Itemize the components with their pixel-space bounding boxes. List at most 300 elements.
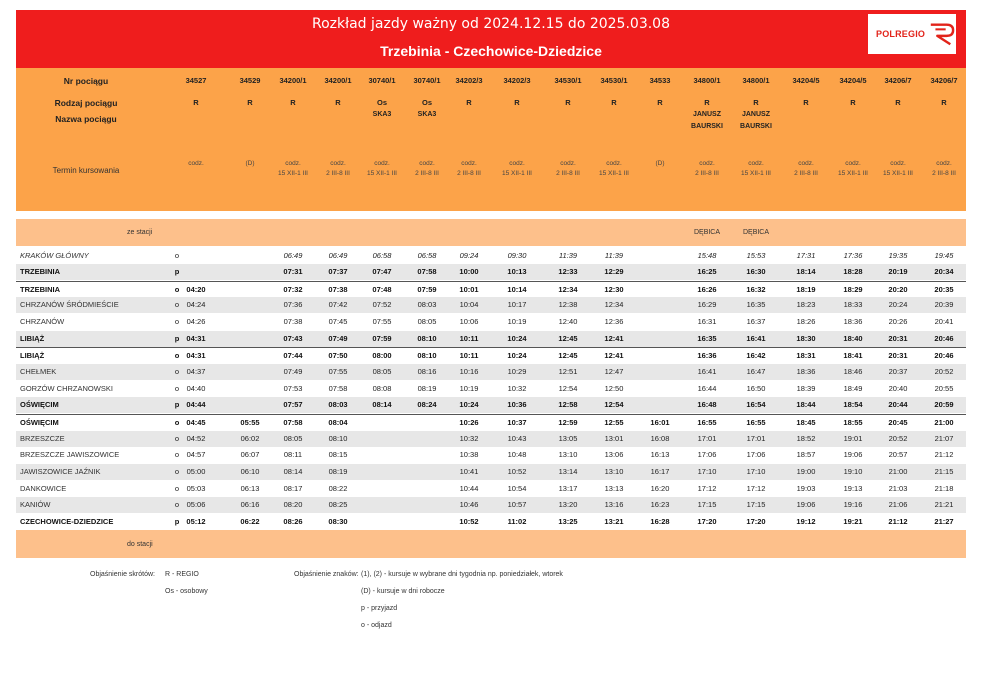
time-cell: 13:06 [604,450,624,459]
time-cell: 10:43 [507,434,527,443]
train-schedule: codz. 2 III-8 III [457,160,481,177]
time-cell: 16:42 [746,351,766,360]
legend-abbr-r: R - REGIO [165,571,199,578]
train-type: R [895,98,901,107]
train-number: 34206/7 [930,76,958,85]
table-row [16,331,966,347]
time-cell: 19:01 [843,434,863,443]
time-cell: 17:20 [746,517,766,526]
time-cell: 18:28 [843,267,863,276]
time-cell: 16:25 [697,267,717,276]
arrival-departure-flag: p [174,517,180,526]
table-row [16,464,966,480]
time-cell: 18:33 [843,300,863,309]
time-cell: 11:39 [604,251,624,260]
time-cell: 18:44 [796,400,816,409]
time-cell: 08:05 [372,367,392,376]
train-schedule: codz. 2 III-8 III [556,160,580,177]
time-cell: 06:49 [283,251,303,260]
train-number: 30740/1 [413,76,441,85]
train-schedule: codz. 15 XII-1 III [278,160,308,177]
table-row [16,281,966,297]
station-name: TRZEBINIA [20,285,60,294]
time-cell: 05:12 [186,517,206,526]
time-cell: 10:24 [507,351,527,360]
arrival-departure-flag: o [174,317,180,326]
route-title: Trzebinia - Czechowice-Dziedzice [380,43,602,59]
time-cell: 08:19 [417,384,437,393]
train-schedule: codz. 15 XII-1 III [741,160,771,177]
time-cell: 10:52 [459,517,479,526]
time-cell: 19:10 [843,467,863,476]
table-row [16,431,966,447]
train-type: R [704,98,710,107]
time-cell: 05:06 [186,500,206,509]
time-cell: 16:31 [697,317,717,326]
train-number: 34530/1 [600,76,628,85]
header-train-name-label: Nazwa pociągu [55,114,117,124]
time-cell: 20:24 [888,300,908,309]
time-cell: 10:57 [507,500,527,509]
time-cell: 08:14 [372,400,392,409]
time-cell: 12:30 [604,285,624,294]
time-cell: 12:36 [604,317,624,326]
train-number: 34206/7 [884,76,912,85]
time-cell: 05:03 [186,484,206,493]
time-cell: 18:54 [843,400,863,409]
time-cell: 15:48 [697,251,717,260]
time-cell: 10:01 [459,285,479,294]
station-name: BRZESZCZE JAWISZOWICE [20,450,120,459]
train-schedule: codz. [188,160,204,167]
time-cell: 04:31 [186,351,206,360]
time-cell: 18:29 [843,285,863,294]
arrival-departure-flag: o [174,300,180,309]
time-cell: 07:31 [283,267,303,276]
time-cell: 17:20 [697,517,717,526]
header-train-no-label: Nr pociągu [63,76,109,86]
time-cell: 20:52 [888,434,908,443]
origin-station: DĘBICA [742,229,770,236]
time-cell: 18:31 [796,351,816,360]
time-cell: 04:24 [186,300,206,309]
time-cell: 17:10 [697,467,717,476]
arrival-departure-flag: o [174,500,180,509]
time-cell: 08:10 [417,351,437,360]
time-cell: 16:20 [650,484,670,493]
time-cell: 13:20 [558,500,578,509]
time-cell: 07:48 [372,285,392,294]
time-cell: 10:11 [459,334,479,343]
time-cell: 07:37 [328,267,348,276]
legend-abbr-os: Os - osobowy [165,588,208,595]
time-cell: 16:23 [650,500,670,509]
time-cell: 11:39 [558,251,578,260]
from-station-band [16,219,966,246]
time-cell: 18:19 [796,285,816,294]
time-cell: 12:29 [604,267,624,276]
time-cell: 07:52 [372,300,392,309]
train-number: 30740/1 [368,76,396,85]
time-cell: 10:41 [459,467,479,476]
time-cell: 10:29 [507,367,527,376]
time-cell: 21:07 [934,434,954,443]
time-cell: 07:59 [417,285,437,294]
time-cell: 20:39 [934,300,954,309]
table-row [16,364,966,380]
time-cell: 19:21 [843,517,863,526]
train-schedule: codz. 15 XII-1 III [838,160,868,177]
time-cell: 16:48 [697,400,717,409]
train-schedule: codz. 2 III-8 III [326,160,350,177]
time-cell: 12:55 [604,418,624,427]
time-cell: 07:50 [328,351,348,360]
time-cell: 10:46 [459,500,479,509]
train-number: 34530/1 [554,76,582,85]
time-cell: 12:59 [558,418,578,427]
time-cell: 13:17 [558,484,578,493]
train-number: 34202/3 [455,76,483,85]
time-cell: 04:52 [186,434,206,443]
time-cell: 16:32 [746,285,766,294]
time-cell: 11:02 [507,517,527,526]
time-cell: 20:31 [888,334,908,343]
time-cell: 04:44 [186,400,206,409]
header-schedule-label: Termin kursowania [52,166,120,175]
time-cell: 20:31 [888,351,908,360]
train-schedule: (D) [655,160,665,167]
time-cell: 21:00 [934,418,954,427]
time-cell: 19:12 [796,517,816,526]
time-cell: 17:15 [697,500,717,509]
time-cell: 08:00 [372,351,392,360]
time-cell: 21:00 [888,467,908,476]
time-cell: 08:04 [328,418,348,427]
time-cell: 13:21 [604,517,624,526]
time-cell: 17:10 [746,467,766,476]
train-schedule: codz. 2 III-8 III [932,160,956,177]
station-name: BRZESZCZE [20,434,65,443]
time-cell: 16:41 [697,367,717,376]
time-cell: 20:45 [888,418,908,427]
train-number: 34200/1 [324,76,352,85]
header-train-type-label: Rodzaj pociągu [54,98,118,108]
time-cell: 07:58 [283,418,303,427]
table-row [16,347,966,363]
station-name: GORZÓW CHRZANOWSKI [20,384,113,393]
time-cell: 10:17 [507,300,527,309]
train-name: SKA3 [417,111,437,118]
time-cell: 10:16 [459,367,479,376]
train-header [16,68,966,211]
time-cell: 16:29 [697,300,717,309]
station-name: KANIÓW [20,500,51,509]
time-cell: 07:44 [283,351,303,360]
time-cell: 04:37 [186,367,206,376]
time-cell: 13:16 [604,500,624,509]
time-cell: 16:41 [746,334,766,343]
train-number: 34200/1 [279,76,307,85]
arrival-departure-flag: o [174,285,180,294]
time-cell: 20:55 [934,384,954,393]
timetable-banner [16,10,966,68]
arrival-departure-flag: o [174,351,180,360]
table-row [16,264,966,280]
time-cell: 18:55 [843,418,863,427]
time-cell: 18:40 [843,334,863,343]
train-type: R [335,98,341,107]
station-name: JAWISZOWICE JAŹNIK [20,467,101,476]
time-cell: 16:54 [746,400,766,409]
train-schedule: codz. 15 XII-1 III [367,160,397,177]
time-cell: 12:50 [604,384,624,393]
time-cell: 20:59 [934,400,954,409]
time-cell: 21:15 [934,467,954,476]
time-cell: 10:37 [507,418,527,427]
time-cell: 20:44 [888,400,908,409]
time-cell: 16:17 [650,467,670,476]
table-row [16,481,966,497]
time-cell: 12:38 [558,300,578,309]
arrival-departure-flag: p [174,267,180,276]
time-cell: 07:55 [328,367,348,376]
train-schedule: codz. 15 XII-1 III [502,160,532,177]
time-cell: 15:53 [746,251,766,260]
time-cell: 16:55 [697,418,717,427]
time-cell: 20:41 [934,317,954,326]
time-cell: 10:36 [507,400,527,409]
time-cell: 18:30 [796,334,816,343]
station-name: KRAKÓW GŁÓWNY [20,251,89,260]
time-cell: 19:06 [796,500,816,509]
table-row [16,297,966,313]
time-cell: 07:38 [328,285,348,294]
time-cell: 08:15 [328,450,348,459]
train-type: R [657,98,663,107]
station-name: CZECHOWICE-DZIEDZICE [20,517,114,526]
time-cell: 06:58 [417,251,437,260]
time-cell: 07:58 [417,267,437,276]
time-cell: 20:34 [934,267,954,276]
time-cell: 20:46 [934,334,954,343]
table-row [16,314,966,330]
time-cell: 10:00 [459,267,479,276]
time-cell: 13:01 [604,434,624,443]
table-row [16,414,966,430]
time-cell: 07:55 [372,317,392,326]
time-cell: 12:54 [604,400,624,409]
time-cell: 10:54 [507,484,527,493]
time-cell: 13:25 [558,517,578,526]
time-cell: 06:58 [372,251,392,260]
time-cell: 16:55 [746,418,766,427]
train-number: 34527 [185,76,207,85]
time-cell: 10:44 [459,484,479,493]
time-cell: 06:02 [240,434,260,443]
time-cell: 10:19 [507,317,527,326]
time-cell: 04:57 [186,450,206,459]
table-row [16,248,966,264]
time-cell: 10:32 [459,434,479,443]
time-cell: 08:16 [417,367,437,376]
time-cell: 21:12 [888,517,908,526]
time-cell: 13:05 [558,434,578,443]
table-row [16,381,966,397]
time-cell: 18:45 [796,418,816,427]
train-schedule: codz. 15 XII-1 III [599,160,629,177]
time-cell: 17:01 [746,434,766,443]
time-cell: 17:15 [746,500,766,509]
time-cell: 20:57 [888,450,908,459]
validity-title: Rozkład jazdy ważny od 2024.12.15 do 2025.03.08 [311,16,670,32]
train-number: 34204/5 [792,76,820,85]
to-station-label: do stacji [127,541,153,548]
legend-abbr-title: Objaśnienie skrótów: [90,571,155,578]
time-cell: 16:13 [650,450,670,459]
arrival-departure-flag: o [174,251,180,260]
time-cell: 10:19 [459,384,479,393]
time-cell: 08:10 [328,434,348,443]
time-cell: 18:41 [843,351,863,360]
time-cell: 16:50 [746,384,766,393]
time-cell: 19:16 [843,500,863,509]
time-cell: 08:19 [328,467,348,476]
time-cell: 13:14 [558,467,578,476]
legend-sym-3: p - przyjazd [361,605,398,612]
train-type: R [565,98,571,107]
time-cell: 07:58 [328,384,348,393]
time-cell: 12:40 [558,317,578,326]
time-cell: 18:49 [843,384,863,393]
time-cell: 07:49 [283,367,303,376]
time-cell: 08:14 [283,467,303,476]
time-cell: 10:26 [459,418,479,427]
time-cell: 17:06 [746,450,766,459]
time-cell: 10:38 [459,450,479,459]
time-cell: 20:20 [888,285,908,294]
time-cell: 06:16 [240,500,260,509]
time-cell: 08:22 [328,484,348,493]
time-cell: 07:47 [372,267,392,276]
time-cell: 08:11 [283,450,303,459]
time-cell: 08:10 [417,334,437,343]
time-cell: 04:40 [186,384,206,393]
time-cell: 18:14 [796,267,816,276]
time-cell: 04:31 [186,334,206,343]
time-cell: 18:36 [796,367,816,376]
arrival-departure-flag: p [174,400,180,409]
time-cell: 20:46 [934,351,954,360]
time-cell: 10:11 [459,351,479,360]
time-cell: 07:57 [283,400,303,409]
time-cell: 13:13 [604,484,624,493]
time-cell: 06:13 [240,484,260,493]
time-cell: 09:24 [459,251,479,260]
time-cell: 16:35 [746,300,766,309]
time-cell: 07:45 [328,317,348,326]
time-cell: 12:41 [604,334,624,343]
time-cell: 13:10 [558,450,578,459]
time-cell: 16:08 [650,434,670,443]
time-cell: 21:21 [934,500,954,509]
time-cell: 10:24 [459,400,479,409]
train-type: R [941,98,947,107]
train-schedule: (D) [245,160,255,167]
time-cell: 17:12 [746,484,766,493]
time-cell: 17:06 [697,450,717,459]
time-cell: 20:26 [888,317,908,326]
time-cell: 12:34 [604,300,624,309]
legend-sym-title: Objaśnienie znaków: [294,571,359,578]
time-cell: 17:12 [697,484,717,493]
time-cell: 08:17 [283,484,303,493]
time-cell: 08:08 [372,384,392,393]
station-name: LIBIĄŻ [20,351,45,360]
time-cell: 12:58 [558,400,578,409]
time-cell: 10:04 [459,300,479,309]
time-cell: 16:35 [697,334,717,343]
logo-text: POLREGIO [876,29,926,39]
time-cell: 16:44 [697,384,717,393]
train-number: 34202/3 [503,76,531,85]
train-type: R [803,98,809,107]
legend-sym-4: o - odjazd [361,622,392,629]
train-type: Os [421,98,432,107]
time-cell: 07:53 [283,384,303,393]
time-cell: 08:25 [328,500,348,509]
polregio-mark-icon [928,21,956,47]
time-cell: 17:31 [796,251,816,260]
table-row [16,514,966,530]
time-cell: 16:28 [650,517,670,526]
train-schedule: codz. 2 III-8 III [415,160,439,177]
time-cell: 08:26 [283,517,303,526]
arrival-departure-flag: o [174,434,180,443]
time-cell: 09:30 [507,251,527,260]
time-cell: 08:03 [328,400,348,409]
time-cell: 07:43 [283,334,303,343]
legend-sym-1: (1), (2) - kursuje w wybrane dni tygodnia np. poniedziałek, wtorek [361,571,563,578]
time-cell: 20:40 [888,384,908,393]
time-cell: 21:12 [934,450,954,459]
train-number: 34533 [649,76,671,85]
train-type: R [290,98,296,107]
time-cell: 16:26 [697,285,717,294]
to-station-band [16,530,966,558]
time-cell: 10:06 [459,317,479,326]
time-cell: 21:27 [934,517,954,526]
train-type: R [193,98,199,107]
time-cell: 12:51 [558,367,578,376]
time-cell: 07:38 [283,317,303,326]
train-type: R [514,98,520,107]
train-type: R [466,98,472,107]
time-cell: 06:49 [328,251,348,260]
time-cell: 06:22 [240,517,260,526]
train-type: R [753,98,759,107]
station-name: LIBIĄŻ [20,334,45,343]
time-cell: 17:01 [697,434,717,443]
table-row [16,397,966,413]
time-cell: 12:54 [558,384,578,393]
table-row [16,497,966,513]
train-number: 34800/1 [693,76,721,85]
time-cell: 21:18 [934,484,954,493]
train-name: JANUSZ BAURSKI [740,111,772,130]
time-cell: 19:00 [796,467,816,476]
time-cell: 19:13 [843,484,863,493]
train-number: 34204/5 [839,76,867,85]
